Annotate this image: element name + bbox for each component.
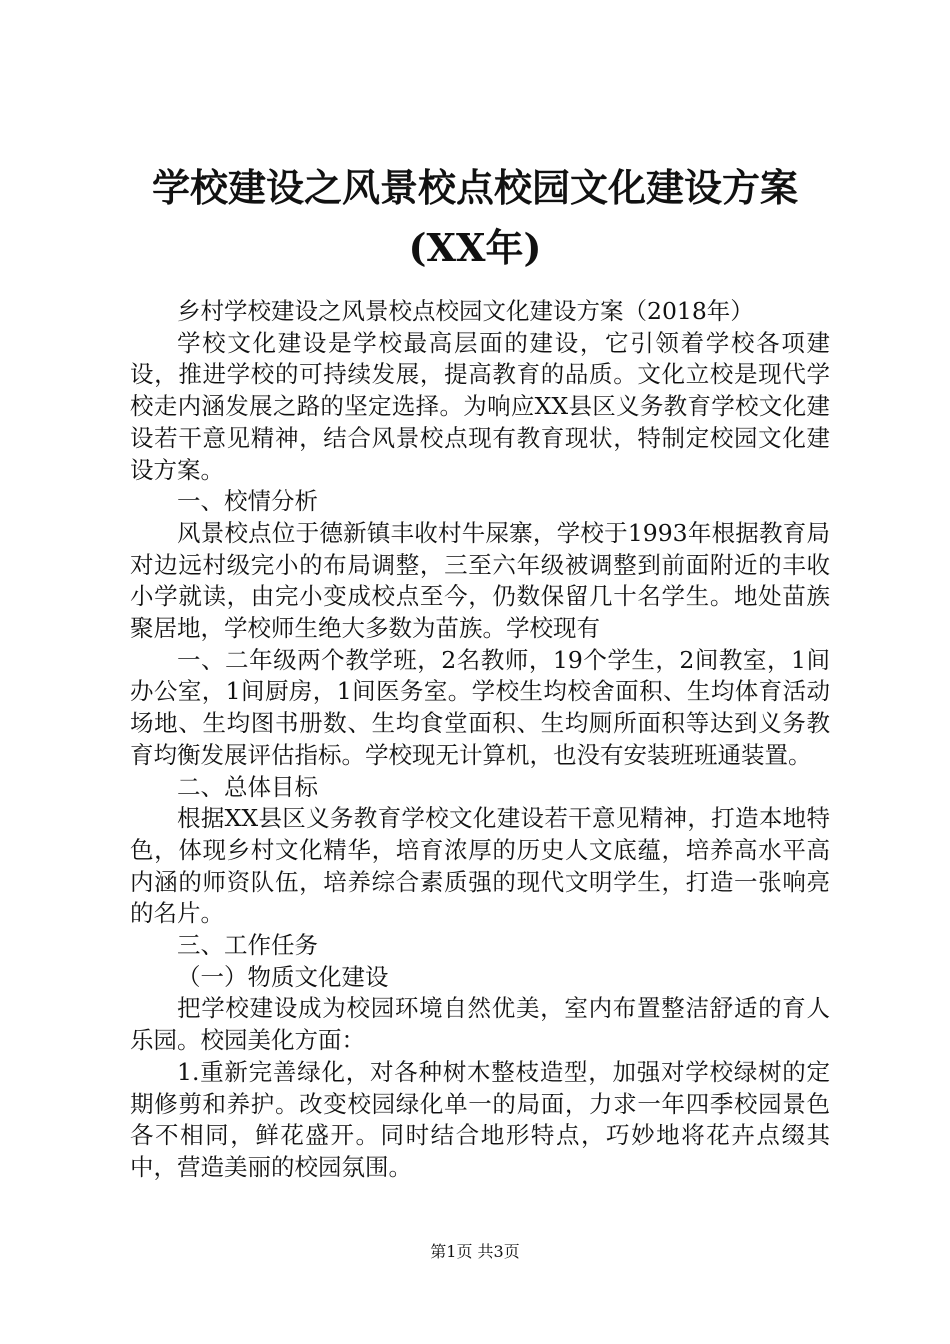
document-title: 学校建设之风景校点校园文化建设方案(XX年) [151,165,798,270]
school-analysis-paragraph: 风景校点位于德新镇丰收村牛屎寨，学校于1993年根据教育局对边远村级完小的布局调整，三至六年级被调整到前面附近的丰收小学就读，由完小变成校点至今，仍数保留几十名学生。地处苗族聚居地，学校师生绝大多数为苗族。学校现有 [130,518,830,643]
greening-item-paragraph: 1.重新完善绿化，对各种树木整枝造型，加强对学校绿树的定期修剪和养护。改变校园绿化单一的局面，力求一年四季校园景色各不相同，鲜花盛开。同时结合地形特点，巧妙地将花卉点缀其中，营造美丽的校园氛围。 [130,1057,830,1181]
overall-goal-paragraph: 根据XX县区义务教育学校文化建设若干意见精神，打造本地特色，体现乡村文化精华，培育浓厚的历史人文底蕴，培养高水平高内涵的师资队伍，培养综合素质强的现代文明学生，打造一张响亮的名片。 [130,804,830,928]
intro-paragraph: 学校文化建设是学校最高层面的建设，它引领着学校各项建设，推进学校的可持续发展，提高教育的品质。文化立校是现代学校走内涵发展之路的坚定选择。为响应XX县区义务教育学校文化建设若干意见精神，结合风景校点现有教育现状，特制定校园文化建设方案。 [130,328,830,484]
subtitle-paragraph: 乡村学校建设之风景校点校园文化建设方案（2018年） [177,297,754,325]
page-footer: 第1页 共3页 [430,1242,520,1261]
school-facilities-paragraph: 一、二年级两个教学班，2名教师，19个学生，2间教室，1间办公室，1间厨房，1间医务室。学校生均校舍面积、生均体育活动场地、生均图书册数、生均食堂面积、生均厕所面积等达到义务教育均衡发展评估指标。学校现无计算机，也没有安装班班通装置。 [130,645,830,769]
subsection-heading-material-culture: （一）物质文化建设 [177,962,389,991]
section-heading-work-tasks: 三、工作任务 [177,931,318,960]
material-culture-paragraph: 把学校建设成为校园环境自然优美，室内布置整洁舒适的育人乐园。校园美化方面： [130,994,830,1055]
section-heading-school-analysis: 一、校情分析 [177,487,318,516]
document-body [130,296,830,1184]
section-heading-overall-goal: 二、总体目标 [177,772,318,801]
